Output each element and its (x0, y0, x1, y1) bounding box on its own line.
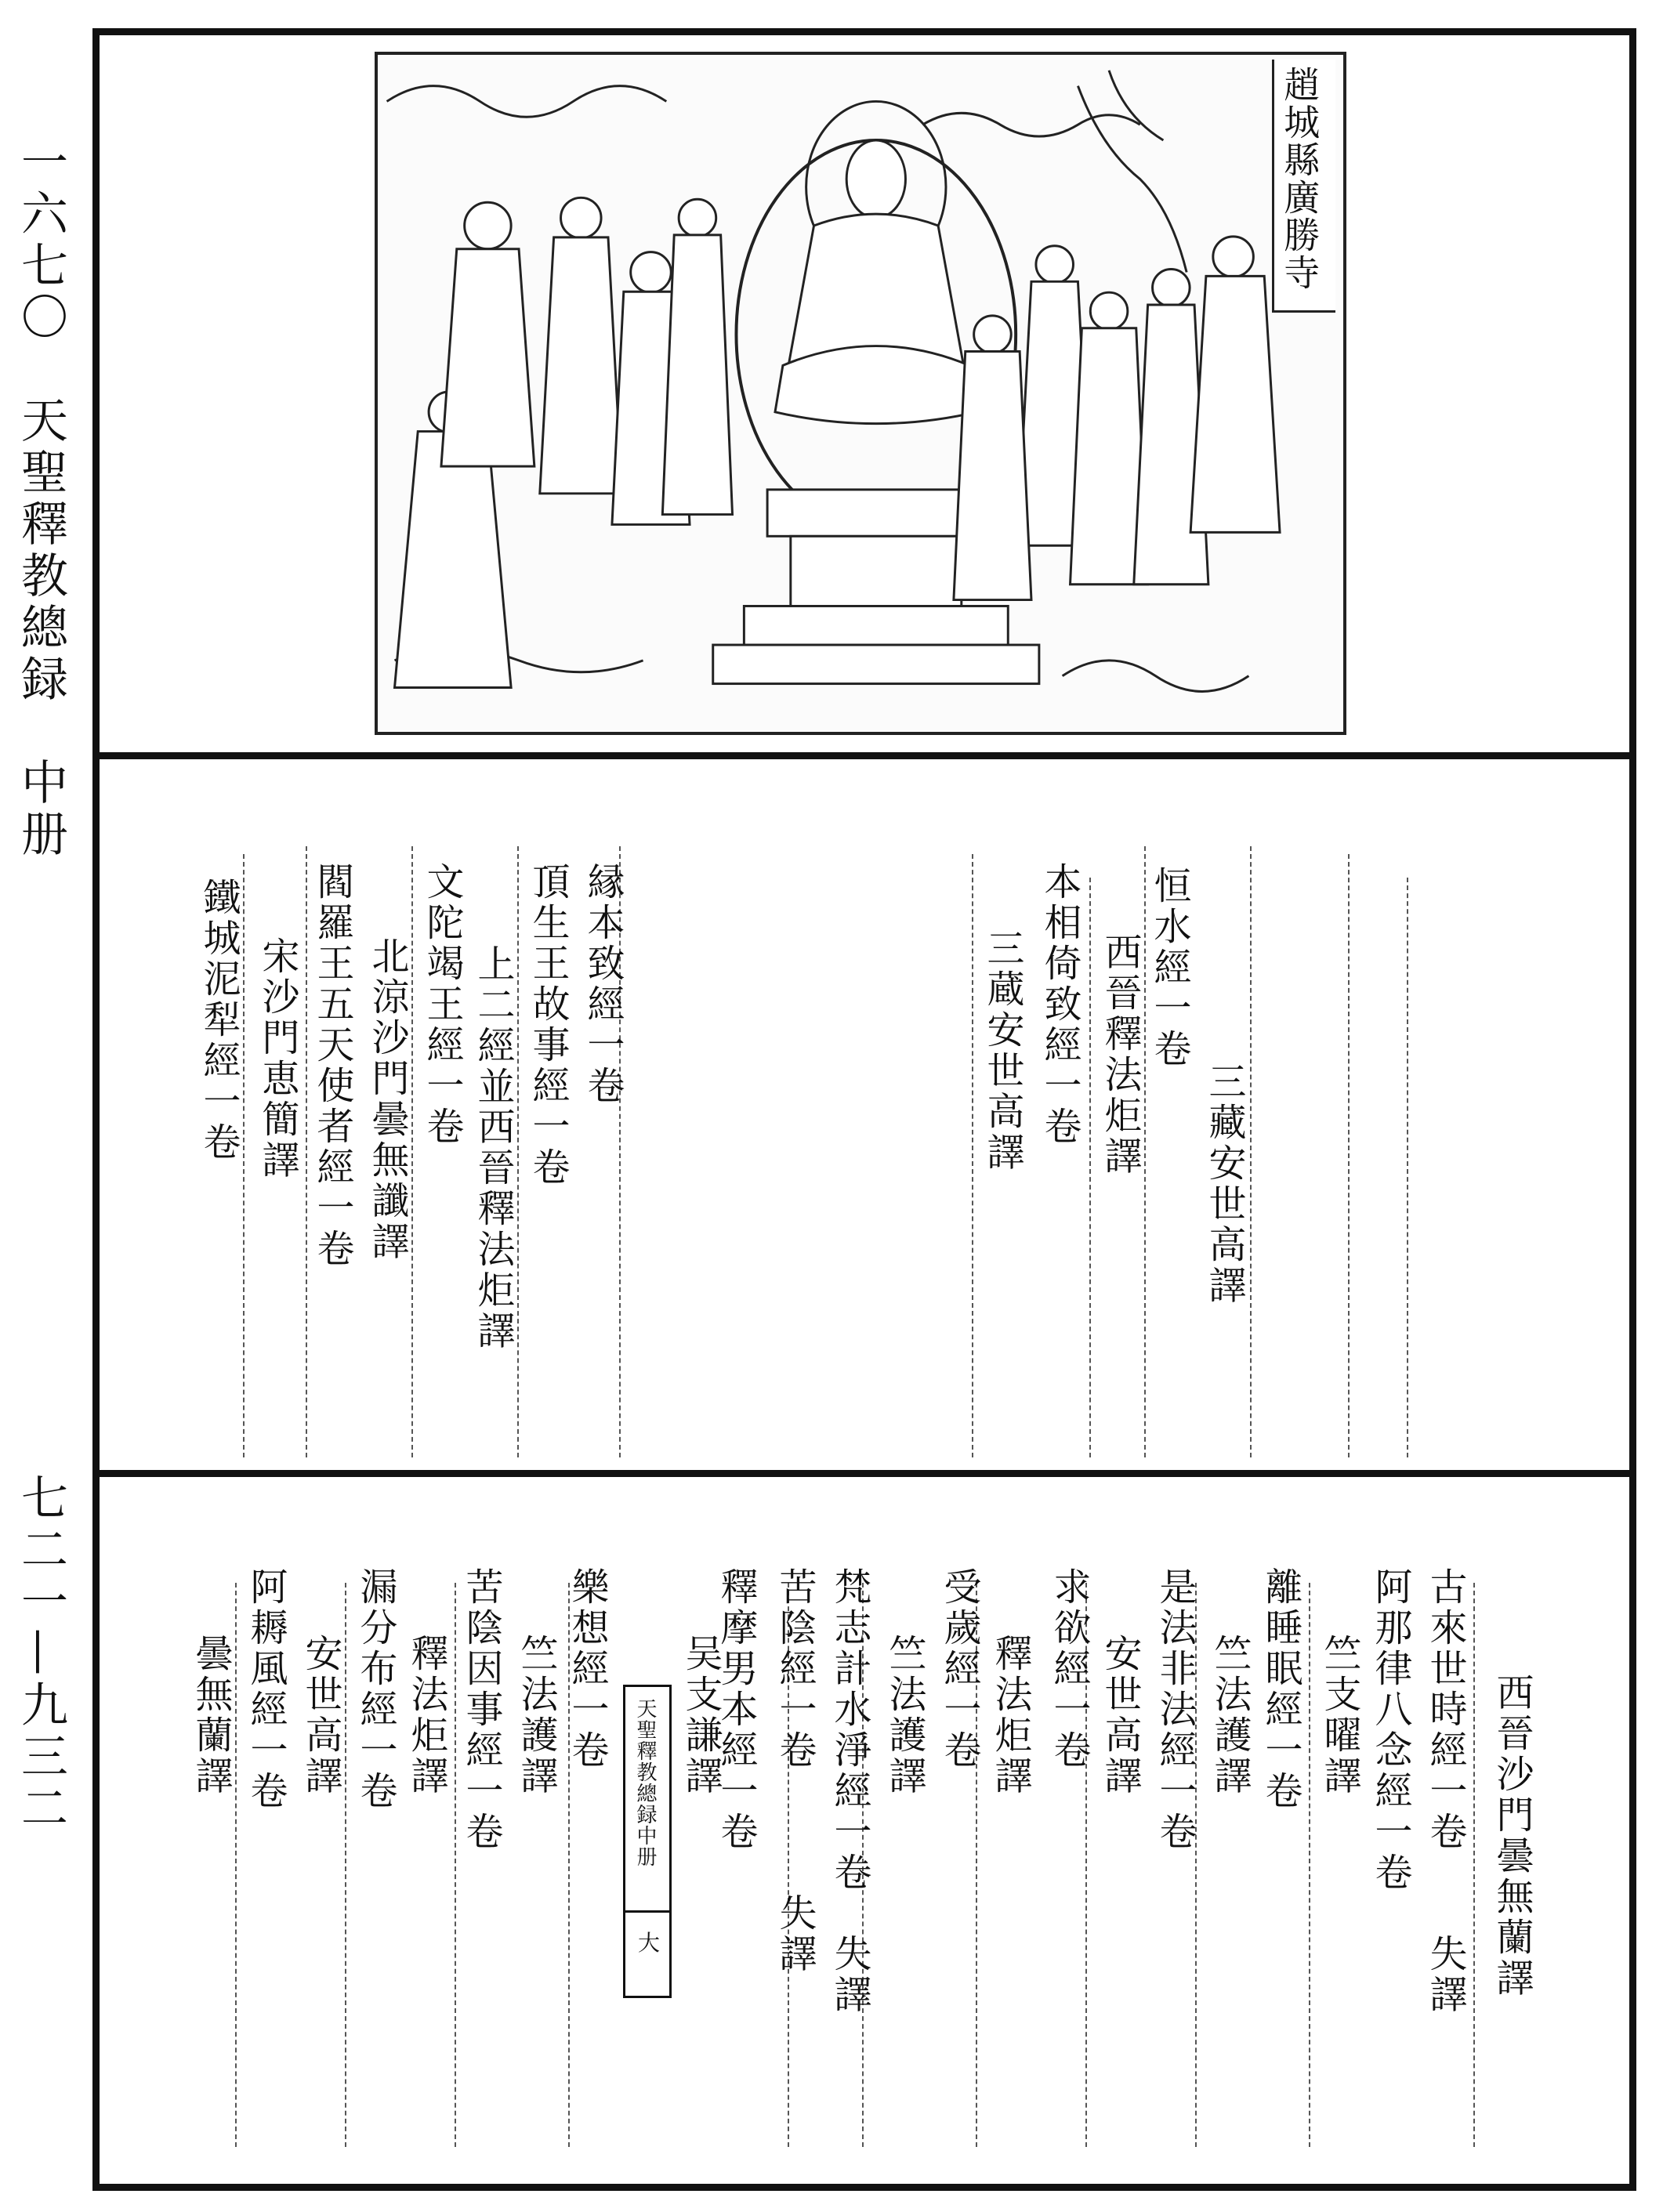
middle-col-5: 三蔵安世高譯 (980, 929, 1024, 1173)
bottom-col-17: 樂想經一卷 (565, 1567, 609, 1771)
bottom-col-22: 安世高譯 (299, 1634, 342, 1797)
column-rule (1309, 1583, 1312, 2147)
stamp-number: 大 (638, 1930, 661, 1956)
bottom-col-4: 竺支曜譯 (1317, 1634, 1361, 1797)
bottom-col-24: 曇無蘭譯 (189, 1634, 233, 1797)
column-rule (411, 846, 415, 1457)
illustration-drawing (378, 55, 1343, 732)
column-rule (306, 846, 309, 1457)
bottom-col-3: 阿那律八念經一卷 (1368, 1567, 1412, 1893)
bottom-col-13: 梵志計水淨經一卷 失譯 (828, 1567, 871, 2015)
bottom-col-8: 安世高譯 (1098, 1634, 1142, 1797)
middle-col-10: 北涼沙門曇無讖譯 (365, 936, 409, 1262)
bottom-col-9: 求欲經一卷 (1047, 1567, 1091, 1771)
column-rule (235, 1583, 238, 2147)
column-rule (1348, 854, 1351, 1457)
illustration-caption-box (1272, 60, 1335, 313)
column-rule (1473, 1583, 1476, 2147)
illustration-caption: 趙城縣廣勝寺 (1278, 66, 1321, 291)
middle-col-8: 上二經並西晉釋法炬譯 (471, 944, 515, 1352)
middle-col-2: 西晉釋法炬譯 (1098, 932, 1142, 1177)
bottom-col-1: 西晉沙門曇無蘭譯 (1490, 1673, 1534, 1999)
middle-col-6: 縁本致經一卷 (581, 862, 625, 1106)
column-rule (1089, 878, 1092, 1457)
page-stamp (623, 1685, 672, 1998)
bottom-col-7: 是法非法經一卷 (1153, 1567, 1197, 1852)
bottom-col-6: 竺法護譯 (1208, 1634, 1252, 1797)
middle-col-1: 恒水經一卷 (1147, 866, 1191, 1070)
bottom-col-19: 苦陰因事經一卷 (459, 1567, 503, 1852)
middle-col-3: 三藏安世高譯 (1202, 1062, 1246, 1306)
bottom-col-16: 吴支謙譯 (679, 1634, 723, 1797)
middle-col-11: 閻羅王五天使者經一卷 (310, 862, 354, 1269)
woodblock-illustration (375, 52, 1346, 735)
middle-col-7: 頂生王故事經一卷 (526, 862, 570, 1188)
column-rule (1250, 846, 1253, 1457)
bottom-col-5: 離睡眠經一卷 (1259, 1567, 1303, 1812)
left-margin-title: 一六七〇 天聖釋教總録 中册 (13, 137, 68, 861)
bottom-col-15: 釋摩男本經一卷 (714, 1567, 758, 1852)
stamp-divider (625, 1910, 669, 1913)
column-rule (1407, 878, 1410, 1457)
bottom-col-18: 竺法護譯 (514, 1634, 558, 1797)
bottom-col-10: 釋法炬譯 (988, 1634, 1032, 1797)
bottom-col-11: 受歲經一卷 (937, 1567, 981, 1771)
middle-col-4: 本相倚致經一卷 (1038, 862, 1081, 1147)
bottom-col-14: 苦陰經一卷 失譯 (773, 1567, 817, 1975)
middle-col-12: 宋沙門恵簡譯 (255, 936, 299, 1181)
middle-col-13: 鐵城泥犁經一卷 (197, 878, 241, 1163)
bottom-col-20: 釋法炬譯 (404, 1634, 448, 1797)
bottom-col-21: 漏分布經一卷 (353, 1567, 397, 1812)
bottom-col-2: 古來世時經一卷 失譯 (1423, 1567, 1467, 2015)
stamp-title: 天聖釋教總録中册 (633, 1698, 657, 1867)
column-rule (243, 854, 246, 1457)
middle-col-9: 文陀竭王經一卷 (420, 862, 464, 1147)
column-rule (345, 1583, 348, 2147)
column-rule (972, 854, 975, 1457)
bottom-col-23: 阿耨風經一卷 (244, 1567, 288, 1812)
column-rule (517, 846, 520, 1457)
panel-divider-bottom (92, 1470, 1636, 1477)
panel-divider-top (92, 752, 1636, 759)
column-rule (455, 1583, 458, 2147)
bottom-col-12: 竺法護譯 (882, 1634, 926, 1797)
left-margin-page-number: 七二一—九三二 (13, 1473, 68, 1835)
